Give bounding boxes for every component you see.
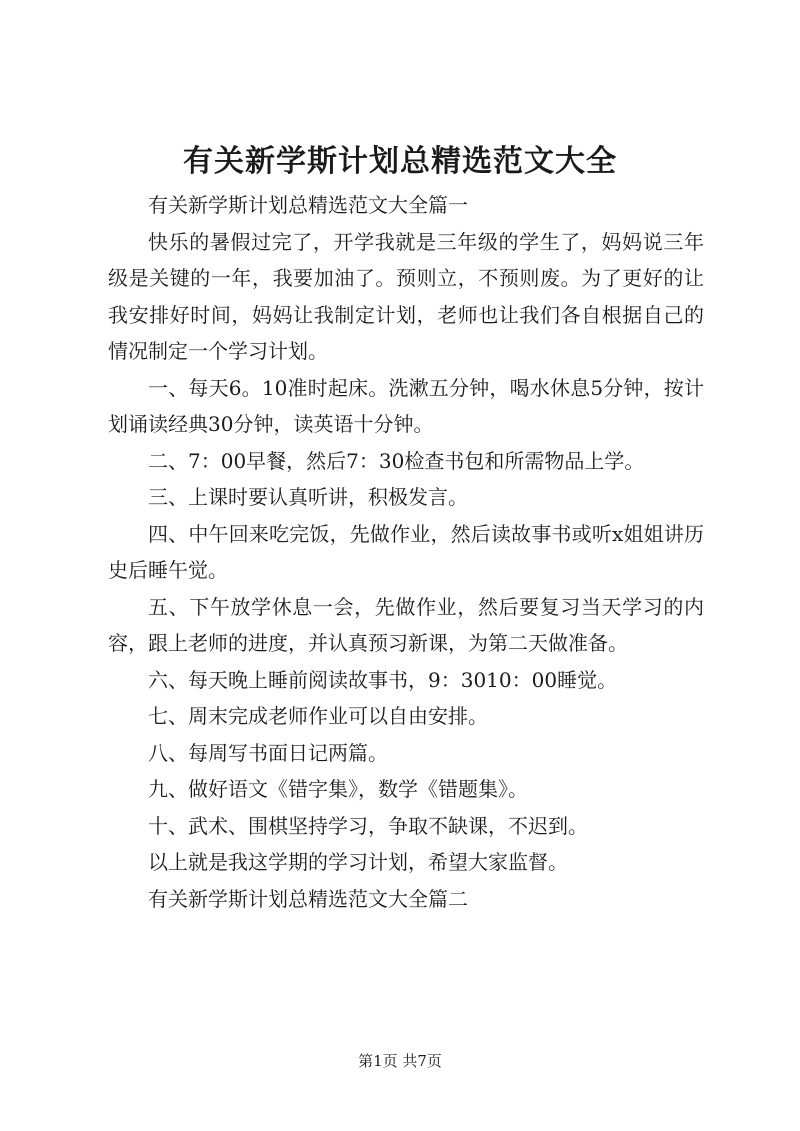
plan-item: 二、7：00早餐，然后7：30检查书包和所需物品上学。 [148, 448, 645, 473]
section-heading: 有关新学斯计划总精选范文大全篇二 [148, 886, 468, 911]
plan-item: 一、每天6。10准时起床。洗漱五分钟，喝水休息5分钟，按计划诵读经典30分钟，读英语十分钟。 [108, 375, 704, 436]
plan-item: 五、下午放学休息一会，先做作业，然后要复习当天学习的内容，跟上老师的进度，并认真预习新课，为第二天做准备。 [108, 594, 704, 655]
plan-item: 三、上课时要认真听讲，积极发言。 [148, 485, 468, 509]
plan-item: 六、每天晚上睡前阅读故事书，9：3010：00睡觉。 [148, 667, 618, 692]
plan-item: 七、周末完成老师作业可以自由安排。 [148, 704, 488, 728]
section-heading: 有关新学斯计划总精选范文大全篇一 [148, 193, 468, 217]
page-number-footer: 第1页 共7页 [358, 1052, 442, 1070]
document-body [108, 187, 704, 917]
plan-item: 四、中午回来吃完饭，先做作业，然后读故事书或听x姐姐讲历史后睡午觉。 [108, 521, 704, 582]
paragraph: 以上就是我这学期的学习计划，希望大家监督。 [148, 850, 568, 874]
document-title: 有关新学斯计划总精选范文大全 [183, 144, 617, 179]
plan-item: 十、武术、围棋坚持学习，争取不缺课，不迟到。 [148, 813, 588, 838]
plan-item: 九、做好语文《错字集》，数学《错题集》。 [148, 777, 528, 801]
plan-item: 八、每周写书面日记两篇。 [148, 740, 388, 765]
paragraph: 快乐的暑假过完了，开学我就是三年级的学生了，妈妈说三年级是关键的一年，我要加油了。预则立，不预则废。为了更好的让我安排好时间，妈妈让我制定计划，老师也让我们各自根据自己的情况制定一个学习计划。 [108, 229, 704, 363]
